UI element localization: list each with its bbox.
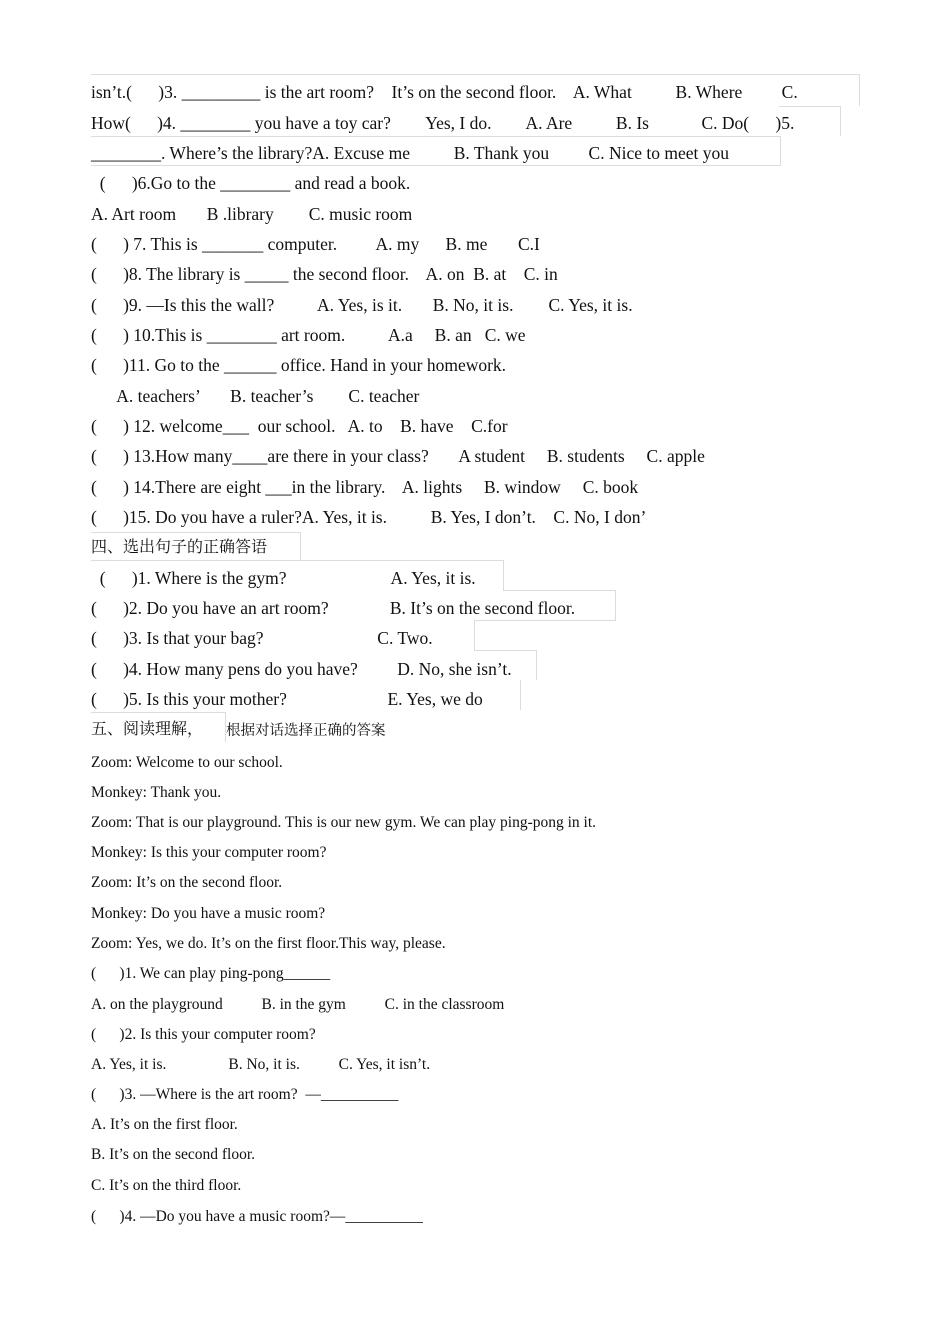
matching-line: ( )1. Where is the gym? A. Yes, it is.	[91, 568, 476, 588]
box-rule	[615, 590, 616, 620]
box-rule	[474, 650, 537, 651]
question-line: ________. Where’s the library?A. Excuse me B. Thank you C. Nice to meet you	[91, 143, 729, 163]
section-heading: 五、阅读理解，	[91, 719, 204, 738]
matching-line: ( )2. Do you have an art room? B. It’s on the second floor.	[91, 598, 576, 618]
question-line: ( )11. Go to the ______ office. Hand in your homework.	[91, 355, 507, 375]
section-instruction: 根据对话选择正确的答案	[226, 723, 386, 739]
question-line: ( )4. —Do you have a music room?—__________	[91, 1208, 423, 1225]
question-line: How( )4. ________ you have a toy car? Yes, I do. A. Are B. Is C. Do( )5.	[91, 113, 795, 133]
question-line: ( ) 7. This is _______ computer. A. my B. me C.I	[91, 234, 540, 254]
box-rule	[840, 106, 841, 136]
box-rule	[91, 74, 860, 75]
question-line: ( )6.Go to the ________ and read a book.	[91, 173, 411, 193]
answer-options: A. on the playground B. in the gym C. in the classroom	[91, 996, 505, 1013]
box-rule	[91, 136, 781, 137]
question-line: ( )15. Do you have a ruler?A. Yes, it is. B. Yes, I don’t. C. No, I don’	[91, 507, 647, 527]
matching-line: ( )5. Is this your mother? E. Yes, we do	[91, 689, 483, 709]
dialogue-line: Monkey: Thank you.	[91, 784, 222, 801]
box-rule	[780, 136, 781, 166]
question-line: ( )3. —Where is the art room? —__________	[91, 1086, 399, 1103]
question-line: ( ) 10.This is ________ art room. A.a B. an C. we	[91, 325, 526, 345]
box-rule	[503, 560, 504, 590]
question-line: ( ) 12. welcome___ our school. A. to B. have C.for	[91, 416, 508, 436]
question-line: ( )9. —Is this the wall? A. Yes, is it. B. No, it is. C. Yes, it is.	[91, 295, 633, 315]
dialogue-line: Monkey: Is this your computer room?	[91, 844, 327, 861]
box-rule	[300, 532, 301, 560]
dialogue-line: Zoom: That is our playground. This is our new gym. We can play ping-pong in it.	[91, 814, 597, 831]
answer-option: A. It’s on the first floor.	[91, 1116, 238, 1133]
question-line: ( )2. Is this your computer room?	[91, 1026, 316, 1043]
box-rule	[91, 560, 504, 561]
answer-option: B. It’s on the second floor.	[91, 1146, 256, 1163]
box-rule	[520, 680, 521, 710]
dialogue-line: Zoom: Welcome to our school.	[91, 754, 283, 771]
box-rule	[474, 620, 475, 650]
matching-line: ( )3. Is that your bag? C. Two.	[91, 628, 433, 648]
box-rule	[779, 106, 841, 107]
box-rule	[91, 532, 301, 533]
question-line: ( )8. The library is _____ the second floor. A. on B. at C. in	[91, 264, 558, 284]
question-line: ( )1. We can play ping-pong______	[91, 965, 331, 982]
question-line: ( ) 13.How many____are there in your class? A student B. students C. apple	[91, 446, 705, 466]
dialogue-line: Zoom: It’s on the second floor.	[91, 874, 283, 891]
matching-line: ( )4. How many pens do you have? D. No, she isn’t.	[91, 659, 512, 679]
question-line: isn’t.( )3. _________ is the art room? It’s on the second floor. A. What B. Where C.	[91, 82, 798, 102]
dialogue-line: Monkey: Do you have a music room?	[91, 905, 326, 922]
box-rule	[503, 590, 616, 591]
box-rule	[474, 620, 616, 621]
answer-options: A. Art room B .library C. music room	[91, 204, 413, 224]
box-rule	[91, 712, 226, 713]
box-rule	[91, 165, 781, 166]
dialogue-line: Zoom: Yes, we do. It’s on the first floor.This way, please.	[91, 935, 446, 952]
section-heading: 四、选出句子的正确答语	[91, 537, 268, 556]
answer-options: A. teachers’ B. teacher’s C. teacher	[91, 386, 420, 406]
box-rule	[859, 74, 860, 106]
question-line: ( ) 14.There are eight ___in the library. A. lights B. window C. book	[91, 477, 639, 497]
box-rule	[536, 650, 537, 680]
answer-option: C. It’s on the third floor.	[91, 1177, 242, 1194]
answer-options: A. Yes, it is. B. No, it is. C. Yes, it isn’t.	[91, 1056, 431, 1073]
